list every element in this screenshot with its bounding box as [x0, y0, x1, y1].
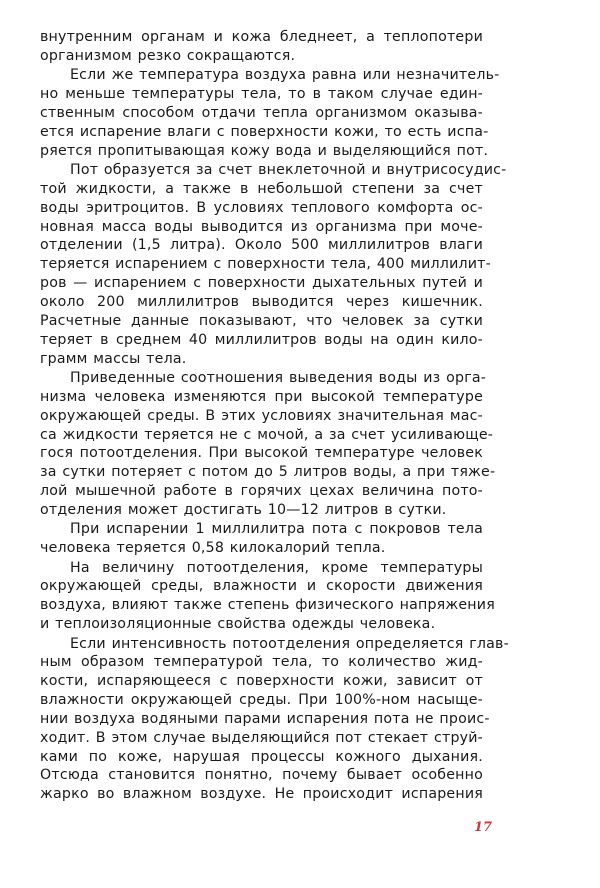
text-line: Расчетные данные показывают, что человек за сутки	[40, 312, 483, 329]
paragraph	[40, 559, 495, 634]
text-line: грамм массы тела.	[40, 350, 187, 367]
text-line: отделении (1,5 литра). Около 500 миллилитров влаги	[40, 237, 483, 254]
text-line: ками по коже, нарушая процессы кожного дыхания.	[40, 748, 483, 765]
text-line: за сутки потеряет с потом до 5 литров воды, а при тяже-	[40, 464, 496, 481]
text-line: низма человека изменяются при высокой температуре	[40, 388, 483, 405]
text-line: лой мышечной работе в горячих цехах величина пото-	[40, 483, 483, 500]
text-line: влажности окружающей среды. При 100%-ном насыще-	[40, 692, 483, 709]
text-line: Если же температура воздуха равна или незначитель-	[70, 67, 500, 84]
text-line: На величину потоотделения, кроме температуры	[70, 559, 483, 576]
text-line: отделения может достигать 10—12 литров в сутки.	[40, 501, 447, 518]
text-line: ным образом температурой тела, то количество жид-	[40, 654, 483, 671]
text-line: ряется пропитывающая кожу вода и выделяющийся пот.	[40, 142, 489, 159]
text-line: Приведенные соотношения выведения воды из орга-	[70, 369, 487, 386]
paragraph	[40, 369, 496, 520]
text-line: ственным способом отдачи тепла организмом оказыва-	[40, 104, 483, 121]
text-line: организмом резко сокращаются.	[40, 47, 296, 64]
text-line: окружающей среды, влажности и скорости движения	[40, 578, 483, 595]
text-line: и теплоизоляционные свойства одежды человека.	[40, 616, 436, 633]
text-line: Пот образуется за счет внеклеточной и внутрисосудис-	[70, 162, 507, 179]
text-line: теряет в среднем 40 миллилитров воды на один кило-	[40, 331, 483, 348]
text-line: жарко во влажном воздухе. Не происходит испарения	[40, 786, 483, 803]
paragraph	[40, 28, 483, 66]
text-line: человека теряется 0,58 килокалорий тепла.	[40, 540, 386, 557]
text-line: новная масса воды выводится из организма при моче-	[40, 218, 483, 235]
text-line: но меньше температуры тела, то в таком случае един-	[40, 86, 483, 103]
text-line: воздуха, влияют также степень физического напряжения	[40, 597, 495, 614]
text-line: около 200 миллилитров выводится через кишечник.	[40, 294, 483, 310]
text-line: внутренним органам и кожа бледнеет, а теплопотери	[40, 29, 483, 45]
text-line: кости, испаряющееся с поверхности кожи, зависит от	[40, 673, 483, 690]
document-page	[40, 28, 509, 805]
text-line: са жидкости теряется не с мочой, а за счет усиливающе-	[40, 426, 494, 443]
text-line: гося потоотделения. При высокой температуре человек	[40, 445, 483, 462]
text-line: окружающей среды. В этих условиях значительная мас-	[40, 407, 483, 424]
text-line: той жидкости, а также в небольшой степени за счет	[40, 180, 483, 197]
text-line: воды эритроцитов. В условиях теплового комфорта ос-	[40, 199, 483, 216]
paragraph	[40, 520, 483, 558]
text-line: теряется испарением с поверхности тела, 400 миллилит-	[40, 256, 491, 273]
paragraph	[40, 161, 507, 368]
text-line: ров — испарением с поверхности дыхательных путей и	[40, 275, 483, 292]
text-line: нии воздуха водяными парами испарения пота не проис-	[40, 710, 490, 727]
paragraph	[40, 66, 500, 160]
text-line: Отсюда становится понятно, почему бывает особенно	[40, 767, 483, 784]
text-line: Если интенсивность потоотделения определяется глав-	[70, 635, 509, 652]
text-line: ходит. В этом случае выделяющийся пот стекает струй-	[40, 729, 483, 746]
text-line: При испарении 1 миллилитра пота с покровов тела	[70, 521, 483, 538]
paragraph	[40, 635, 509, 805]
text-line: ется испарение влаги с поверхности кожи, то есть испа-	[40, 123, 489, 140]
page-number: 17	[474, 820, 493, 835]
